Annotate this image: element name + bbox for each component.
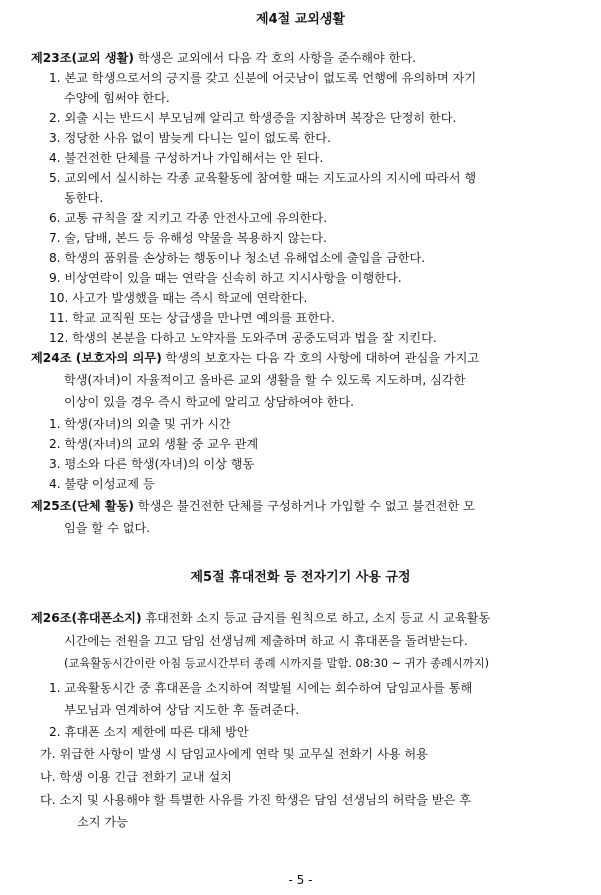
article-24-intro-line	[31, 348, 479, 368]
article-intro: 휴대전화 소지 등교 금지를 원칙으로 하고, 소지 등교 시 교육활동	[145, 611, 491, 625]
article-label: 제23조(교외 생활)	[31, 51, 134, 65]
page-number: - 5 -	[288, 873, 313, 887]
list-item: 4. 불량 이성교제 등	[49, 477, 155, 491]
list-item: 3. 정당한 사유 없이 밤늦게 다니는 일이 없도록 한다.	[49, 131, 331, 145]
list-item: 2. 휴대폰 소지 제한에 따른 대체 방안	[49, 725, 249, 739]
list-item: 4. 불건전한 단체를 구성하거나 가입해서는 안 된다.	[49, 151, 324, 165]
list-item: 1. 학생(자녀)의 외출 및 귀가 시간	[49, 417, 231, 431]
article-label: 제26조(휴대폰소지)	[31, 611, 142, 625]
article-intro-continuation: 학생(자녀)이 자율적이고 올바른 교외 생활을 할 수 있도록 지도하며, 심각한	[64, 373, 466, 387]
list-item: 7. 술, 담배, 본드 등 유해성 약물을 복용하지 않는다.	[49, 231, 327, 245]
sub-list-item: 나. 학생 이용 긴급 전화기 교내 설치	[40, 770, 232, 784]
sub-list-item: 가. 위급한 사항이 발생 시 담임교사에게 연락 및 교무실 전화기 사용 허용	[40, 747, 428, 761]
list-item: 9. 비상연락이 있을 때는 연락을 신속히 하고 지시사항을 이행한다.	[49, 271, 402, 285]
article-note: (교육활동시간이란 아침 등교시간부터 종례 시까지를 말함. 08:30 ~ 귀가 종례시까지)	[64, 657, 490, 670]
article-25-intro-line	[31, 496, 475, 516]
article-label: 제25조(단체 활동)	[31, 499, 134, 513]
article-label: 제24조 (보호자의 의무)	[31, 351, 162, 365]
article-26-intro-line	[31, 608, 490, 628]
sub-list-item: 다. 소지 및 사용해야 할 특별한 사유를 가진 학생은 담임 선생님의 허락을 받은 후	[40, 793, 471, 807]
article-intro: 학생은 교외에서 다음 각 호의 사항을 준수해야 한다.	[137, 51, 417, 65]
list-item: 6. 교통 규칙을 잘 지키고 각종 안전사고에 유의한다.	[49, 211, 328, 225]
article-23-intro-line	[31, 48, 416, 68]
list-item: 11. 학교 교직원 또는 상급생을 만나면 예의를 표한다.	[49, 311, 335, 325]
article-intro: 학생의 보호자는 다음 각 호의 사항에 대하여 관심을 가지고	[165, 351, 480, 365]
sub-list-item-continuation: 소지 가능	[77, 815, 128, 829]
article-intro: 학생은 불건전한 단체를 구성하거나 가입할 수 없고 불건전한 모	[137, 499, 475, 513]
article-intro-continuation: 이상이 있을 경우 즉시 학교에 알리고 상담하여야 한다.	[64, 395, 355, 409]
list-item: 2. 학생(자녀)의 교외 생활 중 교우 관계	[49, 437, 259, 451]
section-title: 제5절 휴대전화 등 전자기기 사용 규정	[190, 570, 411, 585]
article-intro-continuation: 시간에는 전원을 끄고 담임 선생님께 제출하며 하교 시 휴대폰을 돌려받는다.	[64, 634, 468, 648]
list-item: 12. 학생의 본분을 다하고 노약자를 도와주며 공중도덕과 법을 잘 지킨다.	[49, 331, 437, 345]
list-item-continuation: 부모님과 연계하여 상담 지도한 후 돌려준다.	[64, 703, 300, 717]
article-intro-continuation: 임을 할 수 없다.	[64, 521, 151, 535]
list-item: 8. 학생의 품위를 손상하는 행동이나 청소년 유해업소에 출입을 금한다.	[49, 251, 426, 265]
list-item: 1. 본교 학생으로서의 긍지를 갖고 신분에 어긋남이 없도록 언행에 유의하며 자기	[49, 71, 477, 85]
list-item-continuation: 동한다.	[64, 191, 104, 205]
list-item: 1. 교육활동시간 중 휴대폰을 소지하여 적발될 시에는 회수하여 담임교사를 통해	[49, 681, 473, 695]
list-item: 5. 교외에서 실시하는 각종 교육활동에 참여할 때는 지도교사의 지시에 따라서 행	[49, 171, 477, 185]
list-item: 3. 평소와 다른 학생(자녀)의 이상 행동	[49, 457, 255, 471]
list-item: 2. 외출 시는 반드시 부모님께 알리고 학생증을 지참하며 복장은 단정히 한다.	[49, 111, 457, 125]
list-item: 10. 사고가 발생했을 때는 즉시 학교에 연락한다.	[49, 291, 308, 305]
section-title: 제4절 교외생활	[256, 12, 345, 27]
list-item-continuation: 수양에 힘써야 한다.	[64, 91, 170, 105]
